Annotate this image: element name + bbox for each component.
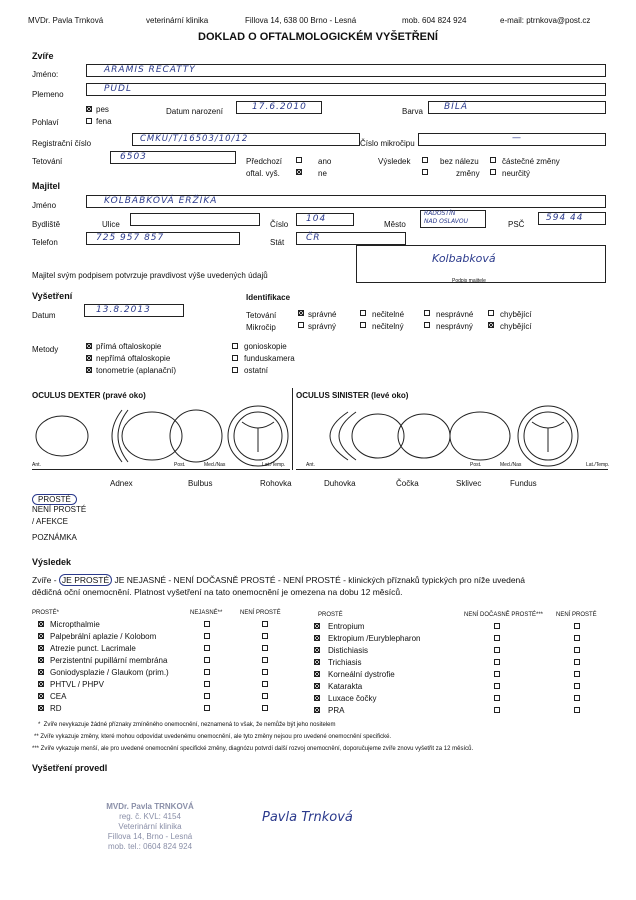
chip-wrong-label: nesprávný [436, 322, 473, 331]
disease-unclear-checkbox[interactable] [204, 633, 210, 639]
tattoo-value: 6503 [120, 152, 147, 162]
finding-affected: / AFEKCE [32, 517, 69, 526]
part-rohovka: Rohovka [260, 479, 292, 488]
part-sklivec: Sklivec [456, 479, 482, 488]
phone-label: Telefon [32, 238, 58, 247]
footnote-2-text: Zvíře vykazuje změny, které mohou odpovídat uvedenému onemocnění, ale tyto změny nejsou pro uvedené onemocnění specifické. [40, 734, 392, 740]
zip-value: 594 44 [546, 213, 584, 223]
prev-yes-label: ano [318, 157, 332, 166]
disease-name: Perzistentní pupillární membrána [50, 656, 168, 665]
disease-notfree-checkbox[interactable] [262, 693, 268, 699]
os-lattemp-label: Lat./Temp. [586, 462, 610, 468]
os-eye-drawings [298, 402, 608, 468]
chip-unreadable-checkbox[interactable] [360, 322, 366, 328]
result-changes-checkbox[interactable] [422, 169, 428, 175]
disease-notfree-checkbox[interactable] [262, 633, 268, 639]
owner-section: Majitel [32, 181, 61, 191]
result-section: Výsledek [32, 557, 72, 567]
finding-note: POZNÁMKA [32, 533, 77, 542]
method-funduscam-label: funduskamera [244, 354, 295, 363]
result-partial-label: částečné změny [502, 157, 560, 166]
od-eye-drawings [32, 402, 292, 468]
disease-free-checkbox[interactable] [38, 693, 44, 699]
animal-section: Zvíře [32, 51, 54, 61]
performed-by-label: Vyšetření provedl [32, 763, 108, 773]
result-label: Výsledek [378, 157, 411, 166]
clinic-type: veterinární klinika [146, 16, 209, 25]
stamp-line-5: mob. tel.: 0604 824 924 [107, 842, 193, 851]
disease-tempnotfree-checkbox[interactable] [494, 659, 500, 665]
col-notfree-left: NENÍ PROSTÉ [240, 610, 281, 616]
part-cocka: Čočka [396, 479, 419, 488]
method-direct-label: přímá oftaloskopie [96, 342, 162, 351]
disease-notfree-checkbox[interactable] [574, 659, 580, 665]
oculus-sinister-label: OCULUS SINISTER (levé oko) [296, 391, 409, 400]
owner-signature: Kolbabková [432, 252, 496, 265]
zip-label: PSČ [508, 220, 525, 229]
city-label: Město [384, 220, 406, 229]
footnote-1: * Zvíře nevykazuje žádné příznaky zmíněného onemocnění, neznamená to však, že nemůže být jeho nositelem [38, 722, 336, 728]
chip-missing-label: chybějící [500, 322, 532, 331]
city-value-2: NAD OSLAVOU [424, 218, 469, 225]
breed-value: PUDL [104, 84, 132, 94]
ident-tattoo-label: Tetování [246, 311, 277, 320]
prev-yes-checkbox[interactable] [296, 157, 302, 163]
disease-notfree-checkbox[interactable] [262, 645, 268, 651]
clinic-address: Fillova 14, 638 00 Brno - Lesná [245, 16, 357, 25]
result-line-1-post: JE NEJASNÉ - NENÍ DOČASNĚ PROSTÉ - NENÍ PROSTÉ - klinických příznaků typických pro níže uvedená [112, 575, 525, 585]
method-direct-checkbox[interactable] [86, 343, 92, 349]
part-fundus: Fundus [510, 479, 537, 488]
col-free-left: PROSTÉ* [32, 610, 60, 616]
col-tempnotfree: NENÍ DOČASNĚ PROSTÉ*** [464, 612, 544, 618]
disease-name: Luxace čočky [328, 694, 377, 703]
tattoo-wrong-checkbox[interactable] [424, 310, 430, 316]
disease-name: Distichiasis [328, 646, 369, 655]
clinic-phone: mob. 604 824 924 [402, 16, 467, 25]
disease-name: CEA [50, 692, 67, 701]
footnote-2: ** Zvíře vykazuje změny, které mohou odpovídat uvedenému onemocnění, ale tyto změny nejsou pro uvedené onemocnění specifické. [34, 734, 392, 740]
result-circled: JE PROSTÉ [59, 574, 112, 586]
disease-name: Entropium [328, 622, 365, 631]
disease-notfree-checkbox[interactable] [262, 705, 268, 711]
disease-notfree-checkbox[interactable] [262, 621, 268, 627]
disease-notfree-checkbox[interactable] [574, 671, 580, 677]
part-adnex: Adnex [110, 479, 133, 488]
disease-notfree-checkbox[interactable] [574, 695, 580, 701]
result-uncertain-label: neurčitý [502, 169, 531, 178]
owner-name-value: KOLBABKOVÁ ERŽIKA [104, 196, 218, 206]
disease-free-checkbox[interactable] [314, 623, 320, 629]
result-line-2: dědičná oční onemocnění. Platnost vyšetření na tato onemocnění je omezena na dobu 12 měsíců. [32, 587, 403, 597]
disease-notfree-checkbox[interactable] [262, 681, 268, 687]
city-value-1: RADOSTÍN [424, 210, 456, 217]
chip-missing-checkbox[interactable] [488, 322, 494, 328]
chip-label: Číslo mikročipu [360, 139, 415, 148]
col-notfree-right: NENÍ PROSTÉ [556, 612, 597, 618]
prev-exam-label: Předchozí [246, 157, 283, 166]
phone-value: 725 957 857 [96, 233, 165, 243]
disease-name: Korneální dystrofie [328, 670, 395, 679]
disease-free-checkbox[interactable] [314, 659, 320, 665]
result-clean-label: bez nálezu [440, 157, 479, 166]
result-line-1-pre: Zvíře - [32, 575, 59, 585]
disease-free-checkbox[interactable] [314, 695, 320, 701]
method-other-checkbox[interactable] [232, 367, 238, 373]
disease-unclear-checkbox[interactable] [204, 705, 210, 711]
stamp-line-2: reg. č. KVL: 4154 [119, 812, 181, 821]
disease-notfree-checkbox[interactable] [574, 647, 580, 653]
ident-chip-label: Mikročip [246, 323, 276, 332]
disease-unclear-checkbox[interactable] [204, 669, 210, 675]
col-free-right: PROSTÉ [318, 612, 343, 618]
od-ant-label: Ant. [32, 462, 41, 468]
street-field[interactable] [130, 213, 260, 226]
owner-name-label: Jméno [32, 201, 57, 210]
disease-name: Atrezie punct. Lacrimale [50, 644, 136, 653]
method-gonioscopy-checkbox[interactable] [232, 343, 238, 349]
stamp-line-3: Veterinární klinika [118, 822, 182, 831]
disease-tempnotfree-checkbox[interactable] [494, 707, 500, 713]
disease-tempnotfree-checkbox[interactable] [494, 671, 500, 677]
chip-correct-label: správný [308, 322, 337, 331]
animal-name-value: ARAMIS RECATTY [104, 65, 196, 75]
exam-date-label: Datum [32, 311, 56, 320]
od-lattemp-label: Lat./Temp. [262, 462, 286, 468]
disease-name: Micropthalmie [50, 620, 100, 629]
disease-free-checkbox[interactable] [38, 705, 44, 711]
disease-unclear-checkbox[interactable] [204, 657, 210, 663]
tattoo-wrong-label: nesprávné [436, 310, 474, 319]
tattoo-missing-label: chybějící [500, 310, 532, 319]
state-value: ČR [306, 233, 321, 243]
od-mednas-label: Med./Nas [204, 462, 226, 468]
method-other-label: ostatní [244, 366, 269, 375]
disease-free-checkbox[interactable] [314, 707, 320, 713]
od-baseline [32, 469, 290, 470]
stamp-line-1: MVDr. Pavla TRNKOVÁ [106, 802, 194, 811]
chip-unreadable-label: nečitelný [372, 322, 404, 331]
tattoo-correct-label: správné [308, 310, 337, 319]
os-mednas-label: Med./Nas [500, 462, 522, 468]
footnote-3: *** Zvíře vykazuje menší, ale pro uvedené onemocnění specifické změny, diagnózu potvrdí další rozvoj onemocnění, doporučujeme zvíře znovu vyšetřit za 12 měsíců. [32, 746, 474, 752]
disease-name: Katarakta [328, 682, 363, 691]
result-uncertain-checkbox[interactable] [490, 169, 496, 175]
footnote-1-text: Zvíře nevykazuje žádné příznaky zmíněného onemocnění, neznamená to však, že nemůže být jeho nositelem [43, 722, 336, 728]
disease-tempnotfree-checkbox[interactable] [494, 647, 500, 653]
disease-notfree-checkbox[interactable] [262, 669, 268, 675]
chip-correct-checkbox[interactable] [298, 322, 304, 328]
dob-label: Datum narození [166, 107, 223, 116]
owner-signature-caption: Podpis majitele [452, 278, 486, 284]
vet-signature: Pavla Trnková [262, 810, 353, 825]
eye-divider [292, 388, 293, 470]
finding-free: PROSTÉ [32, 494, 77, 505]
disease-tempnotfree-checkbox[interactable] [494, 695, 500, 701]
disease-free-checkbox[interactable] [314, 647, 320, 653]
result-clean-checkbox[interactable] [422, 157, 428, 163]
tattoo-unreadable-label: nečitelné [372, 310, 405, 319]
os-baseline [296, 469, 608, 470]
disease-notfree-checkbox[interactable] [574, 707, 580, 713]
breed-label: Plemeno [32, 90, 64, 99]
disease-unclear-checkbox[interactable] [204, 693, 210, 699]
od-post-label: Post. [174, 462, 186, 468]
color-label: Barva [402, 107, 423, 116]
sex-male-label: pes [96, 105, 109, 114]
col-unclear: NEJASNÉ** [190, 610, 223, 616]
disease-name: PHTVL / PHPV [50, 680, 104, 689]
chip-value: — [512, 133, 522, 143]
street-label: Ulice [102, 220, 120, 229]
disease-tempnotfree-checkbox[interactable] [494, 635, 500, 641]
tattoo-correct-checkbox[interactable] [298, 310, 304, 316]
tattoo-unreadable-checkbox[interactable] [360, 310, 366, 316]
method-funduscam-checkbox[interactable] [232, 355, 238, 361]
disease-name: PRA [328, 706, 345, 715]
disease-free-checkbox[interactable] [38, 633, 44, 639]
clinic-owner: MVDr. Pavla Trnková [28, 16, 104, 25]
state-label: Stát [270, 238, 285, 247]
disease-free-checkbox[interactable] [314, 671, 320, 677]
disease-name: Ektropium /Euryblepharon [328, 634, 421, 643]
disease-notfree-checkbox[interactable] [574, 623, 580, 629]
method-tonometry-checkbox[interactable] [86, 367, 92, 373]
disease-free-checkbox[interactable] [38, 669, 44, 675]
reg-value: CMKU/T/16503/10/12 [140, 134, 249, 144]
reg-label: Registrační číslo [32, 139, 92, 148]
disease-unclear-checkbox[interactable] [204, 681, 210, 687]
method-indirect-checkbox[interactable] [86, 355, 92, 361]
stamp-line-4: Fillova 14, Brno - Lesná [107, 832, 193, 841]
exam-section: Vyšetření [32, 291, 73, 301]
prev-no-checkbox[interactable] [296, 169, 302, 175]
disease-free-checkbox[interactable] [314, 635, 320, 641]
disease-tempnotfree-checkbox[interactable] [494, 623, 500, 629]
method-tonometry-label: tonometrie (aplanační) [96, 366, 177, 375]
breed-field[interactable] [86, 83, 606, 96]
vet-stamp [80, 802, 220, 852]
exam-date-value: 13.8.2013 [96, 305, 151, 315]
color-value: BÍLÁ [444, 102, 468, 112]
prev-no-label: ne [318, 169, 327, 178]
ident-label: Identifikace [246, 293, 291, 302]
result-line-1 [32, 575, 525, 585]
method-indirect-label: nepřímá oftaloskopie [96, 354, 171, 363]
footnote-3-text: Zvíře vykazuje menší, ale pro uvedené onemocnění specifické změny, diagnózu potvrdí další rozvoj onemocnění, doporučujeme zvíře znovu vyšetřit za 12 měsíců. [40, 746, 474, 752]
owner-confirm-text: Majitel svým podpisem potvrzuje pravdivost výše uvedených údajů [32, 271, 268, 280]
prev-exam-label-2: oftal. vyš. [246, 169, 280, 178]
sex-female-checkbox[interactable] [86, 118, 92, 124]
tattoo-label: Tetování [32, 157, 63, 166]
disease-free-checkbox[interactable] [38, 681, 44, 687]
dob-value: 17.6.2010 [252, 102, 307, 112]
page-title: DOKLAD O OFTALMOLOGICKÉM VYŠETŘENÍ [198, 31, 438, 43]
disease-free-checkbox[interactable] [314, 683, 320, 689]
methods-label: Metody [32, 345, 59, 354]
sex-female-label: fena [96, 117, 112, 126]
house-number-value: 104 [306, 214, 327, 224]
disease-notfree-checkbox[interactable] [262, 657, 268, 663]
house-number-label: Číslo [270, 220, 289, 229]
os-ant-label: Ant. [306, 462, 315, 468]
clinic-email: e-mail: ptrnkova@post.cz [500, 16, 591, 25]
oculus-dexter-label: OCULUS DEXTER (pravé oko) [32, 391, 146, 400]
disease-free-checkbox[interactable] [38, 657, 44, 663]
sex-label: Pohlaví [32, 118, 59, 127]
result-partial-checkbox[interactable] [490, 157, 496, 163]
disease-name: Palpebrální aplazie / Kolobom [50, 632, 157, 641]
disease-name: Goniodysplazie / Glaukom (prim.) [50, 668, 169, 677]
part-duhovka: Duhovka [324, 479, 356, 488]
animal-name-label: Jméno: [32, 70, 59, 79]
finding-not-free: NENÍ PROSTÉ [32, 505, 87, 514]
disease-unclear-checkbox[interactable] [204, 645, 210, 651]
method-gonioscopy-label: gonioskopie [244, 342, 287, 351]
residence-label: Bydliště [32, 220, 61, 229]
result-changes-label: změny [456, 169, 480, 178]
os-post-label: Post. [470, 462, 482, 468]
tattoo-missing-checkbox[interactable] [488, 310, 494, 316]
disease-unclear-checkbox[interactable] [204, 621, 210, 627]
disease-notfree-checkbox[interactable] [574, 683, 580, 689]
disease-name: RD [50, 704, 62, 713]
sex-male-checkbox[interactable] [86, 106, 92, 112]
disease-free-checkbox[interactable] [38, 621, 44, 627]
disease-name: Trichiasis [328, 658, 362, 667]
part-bulbus: Bulbus [188, 479, 213, 488]
disease-free-checkbox[interactable] [38, 645, 44, 651]
disease-notfree-checkbox[interactable] [574, 635, 580, 641]
disease-tempnotfree-checkbox[interactable] [494, 683, 500, 689]
